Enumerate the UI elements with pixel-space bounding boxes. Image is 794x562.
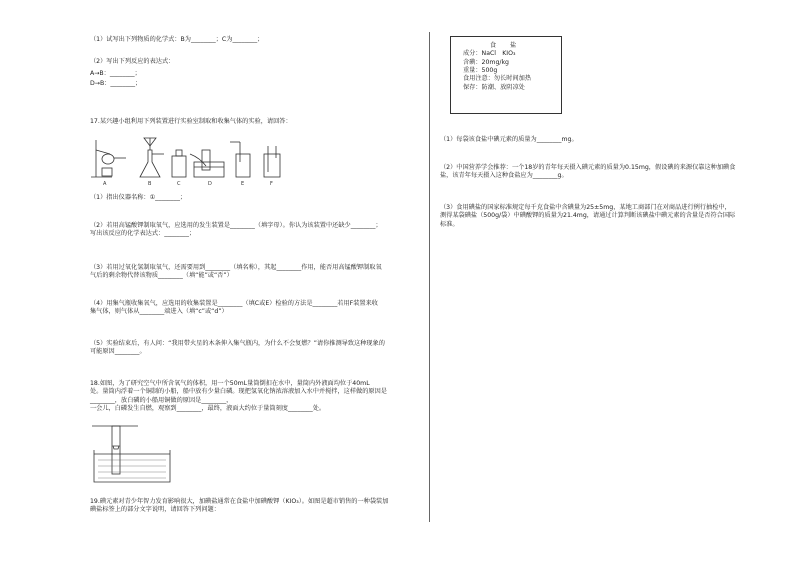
q17-s4a: （4）用集气瓶收集氧气，应选用的收集装置是________（填C或E）检验的方法是________若用F装置来收 (90, 300, 378, 307)
q16-line2: （2）写出下列反应的表达式： (90, 58, 175, 66)
salt-label-r1: 成分：NaCl KIO₃ (463, 50, 516, 58)
q19-a3b: 测得某袋碘盐（500g/袋）中碘酸钾的质量为21.4mg，请通过计算判断该碘盐中碘元素的含量是否符合国际 (440, 212, 736, 220)
bottle-e (236, 154, 250, 177)
q16-line4: D→B：________； (90, 80, 142, 88)
salt-label-r4: 食用注意：勿长时间加热 (463, 75, 532, 83)
q19-answer1 (440, 136, 740, 144)
q19-l2: 碘盐标签上的部分文字说明，请回答下列问题： (90, 506, 220, 514)
copper-boat (113, 446, 119, 449)
q17-s3b: 气后的剩余物代替该物质________（填“能”或“否”） (90, 272, 233, 280)
q18-l2: 处。量筒内浮着一个铜制的小船，船中放有少量白磷。现把氢氧化钠浓溶液加入水中并搅拌，这样做的原因是 (90, 388, 387, 396)
q18-l1: 18.如图，为了研究空气中所含氧气的体积，用一个50mL量筒倒扣在水中，量筒内外液面均位于40mL (90, 380, 370, 387)
q17-s3a: （3）若用过氧化氢制取氧气，还需要用到________（填名称），其起________作用，能否用高锰酸钾制取氧 (90, 264, 382, 271)
q19-a2a: （2）中国营养学会推荐：一个18岁的青年每天摄入碘元素的质量为0.15mg，假设碘的来源仅靠这种加碘食 (440, 164, 736, 171)
q17-part5 (90, 340, 420, 357)
q19-answer3 (440, 204, 740, 229)
salt-label-box (450, 36, 562, 114)
q17-s2b: 写出该反应的化学表达式：________； (90, 230, 196, 238)
salt-label-r5: 保存：防潮、放阴凉处 (463, 83, 525, 91)
clamp (96, 150, 110, 154)
q18-l4: 一会儿，白磷发生自燃，观察到________，最终，液面大约位于量筒刻度________处。 (90, 405, 326, 413)
q16-line1: （1）试写出下列物质的化学式：B为________；C为________； (90, 36, 264, 43)
salt-label-title: 食 盐 (489, 42, 523, 49)
alcohol-lamp (102, 168, 112, 176)
q17-s1: （1）指出仪器名称：①________； (90, 194, 187, 201)
q17-s4b: 集气体，则气体从________端进入（填“c”或“d”） (90, 308, 228, 316)
question-18 (90, 380, 420, 413)
label-d: D (208, 181, 212, 187)
label-e: E (241, 181, 245, 187)
q17-s5a: （5）实验结束后，有人问：“我用带火星的木条伸入集气瓶内，为什么不会复燃？”请你推测导致这种现象的 (90, 340, 385, 347)
q17-part2 (90, 222, 420, 239)
q18-l3: ________，放白磷的小船用铜做的原因是________， (90, 396, 233, 404)
q19-a1: （1）每袋该食盐中碘元素的质量为________mg。 (440, 136, 578, 143)
q17-s2a: （2）若用高锰酸钾制取氧气，应选用的发生装置是________（填字母）。你认为该装置中还缺少________； (90, 222, 382, 229)
q19-l1: 19.碘元素对青少年智力发育影响很大，加碘盐通常在食盐中加碘酸钾（KIO₃）。如图是超市销售的一种袋装加 (90, 498, 389, 505)
question-19 (90, 498, 420, 515)
label-c: C (177, 181, 181, 187)
q17-part4 (90, 300, 420, 317)
q17-s5b: 可能原因________。 (90, 348, 146, 356)
q19-answer2 (440, 164, 740, 181)
q17-part1 (90, 194, 420, 202)
label-b: B (148, 181, 152, 187)
q19-a2b: 盐，该青年每天摄入这种食盐应为________g。 (440, 172, 568, 180)
bottle-f (264, 154, 280, 177)
q19-a3a: （3）食用碘盐的国家标准规定每千克食盐中含碘量为25±5mg，某地工商部门在对商品进行例行抽检中， (440, 204, 731, 211)
trough (194, 162, 224, 177)
question-17 (90, 118, 420, 126)
salt-label-r2: 含碘：20mg/kg (463, 58, 509, 66)
question-16-parts (90, 36, 420, 88)
salt-label-r3: 重量：500g (463, 67, 498, 75)
flask-a (102, 154, 114, 164)
bottle-c (172, 156, 186, 177)
q17-part3 (90, 264, 420, 281)
column-divider (429, 32, 430, 522)
inverted-cylinder (112, 426, 120, 474)
q16-line3: A→B：________； (90, 69, 141, 77)
label-a: A (103, 181, 107, 187)
label-f: F (270, 181, 273, 187)
cylinder-figure (90, 424, 180, 484)
q19-a3c: 标准。 (440, 220, 459, 228)
q17-intro: 17.某兴趣小组利用下列装置进行实验室制取和收集气体的实验，请回答： (90, 118, 292, 125)
apparatus-figure (90, 132, 310, 188)
